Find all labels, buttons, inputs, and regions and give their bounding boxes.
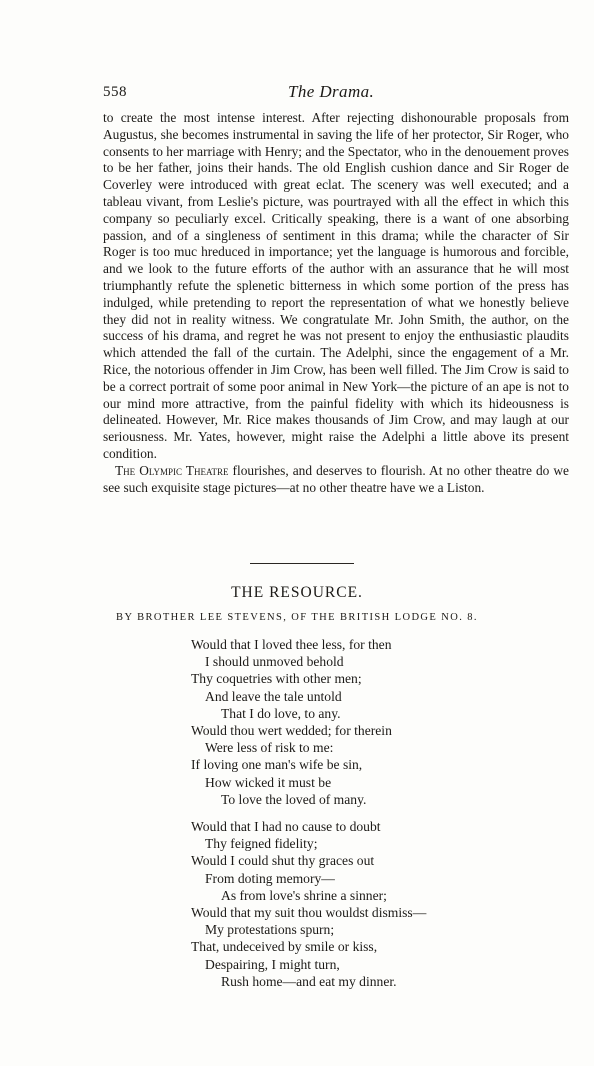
verse-line: How wicked it must be: [205, 774, 332, 790]
verse-line: That I do love, to any.: [221, 705, 341, 721]
verse-line: And leave the tale untold: [205, 688, 342, 704]
verse-line: To love the loved of many.: [221, 791, 367, 807]
verse-line: If loving one man's wife be sin,: [191, 757, 363, 773]
poem-title: THE RESOURCE.: [231, 584, 363, 601]
verse-line: Rush home—and eat my dinner.: [221, 973, 397, 989]
stanza-1: [191, 636, 571, 808]
running-title: The Drama.: [288, 82, 375, 101]
stanza-2: [191, 818, 571, 990]
poem-byline: BY BROTHER LEE STEVENS, OF THE BRITISH LODGE NO. 8.: [116, 612, 478, 623]
verse-line: That, undeceived by smile or kiss,: [191, 939, 378, 955]
drama-review-text: [103, 110, 569, 496]
verse-line: Were less of risk to me:: [205, 740, 334, 756]
verse-line: My protestations spurn;: [205, 922, 335, 938]
verse-line: Thy coquetries with other men;: [191, 671, 362, 687]
verse-line: As from love's shrine a sinner;: [221, 887, 387, 903]
verse-line: Thy feigned fidelity;: [205, 836, 318, 852]
verse-line: Would I could shut thy graces out: [191, 853, 375, 869]
verse-line: I should unmoved behold: [205, 654, 344, 670]
verse-line: From doting memory—: [205, 870, 335, 886]
olympic-theatre-lead: The Olympic Theatre: [115, 462, 229, 478]
page-number: 558: [103, 84, 127, 100]
verse-line: Despairing, I might turn,: [205, 956, 340, 972]
verse-line: Would that I had no cause to doubt: [191, 819, 381, 835]
verse-line: Would that I loved thee less, for then: [191, 637, 392, 652]
paragraph-olympic: [103, 463, 569, 497]
section-divider: [250, 563, 354, 564]
verse-line: Would thou wert wedded; for therein: [191, 723, 392, 739]
page-header: [103, 78, 569, 108]
poem-body: [191, 636, 571, 1000]
paragraph-adelphi: to create the most intense interest. After rejecting dishonourable proposals from Augustus, she becomes instrumental in saving the life of her protector, Sir Roger, who consents to her marriage with Henry; and the Spectator, who in the denouement proves to be her father, joins their hands. The old English cushion dance and Sir Roger de Coverley were introduced with great eclat. The scenery was well executed; and a tableau vivant, from Leslie's picture, was pourtrayed with all the effect in which this company so peculiarly excel. Critically speaking, there is a want of one absorbing passion, and of a singleness of sentiment in this drama; while the character of Sir Roger is too muc hreduced in importance; yet the language is humorous and forcible, and we look to the future efforts of the author with an assurance that he will most triumphantly refute the splenetic bitterness in which some portion of the press has indulged, while pretending to report the representation of what we honestly believe they did not in reality witness. We congratulate Mr. John Smith, the author, on the success of his drama, and regret he was not present to enjoy the enthusiastic plaudits which attended the fall of the curtain. The Adelphi, since the engagement of a Mr. Rice, the notorious offender in Jim Crow, has been well filled. The Jim Crow is said to be a correct portrait of some poor animal in New York—the picture of an ape is not to our mind more attractive, from the painful fidelity with which its hideousness is delineated. However, Mr. Rice makes thousands of Jim Crow, and may laugh at our seriousness. Mr. Yates, however, might raise the Adelphi a little above its present condition.: [103, 110, 569, 461]
olympic-theatre-text: flourishes, and deserves to flourish. At no other theatre do we see such exquisite stage pictures—at no other theatre have we a Liston.: [103, 462, 569, 495]
verse-line: Would that my suit thou wouldst dismiss—: [191, 905, 427, 921]
